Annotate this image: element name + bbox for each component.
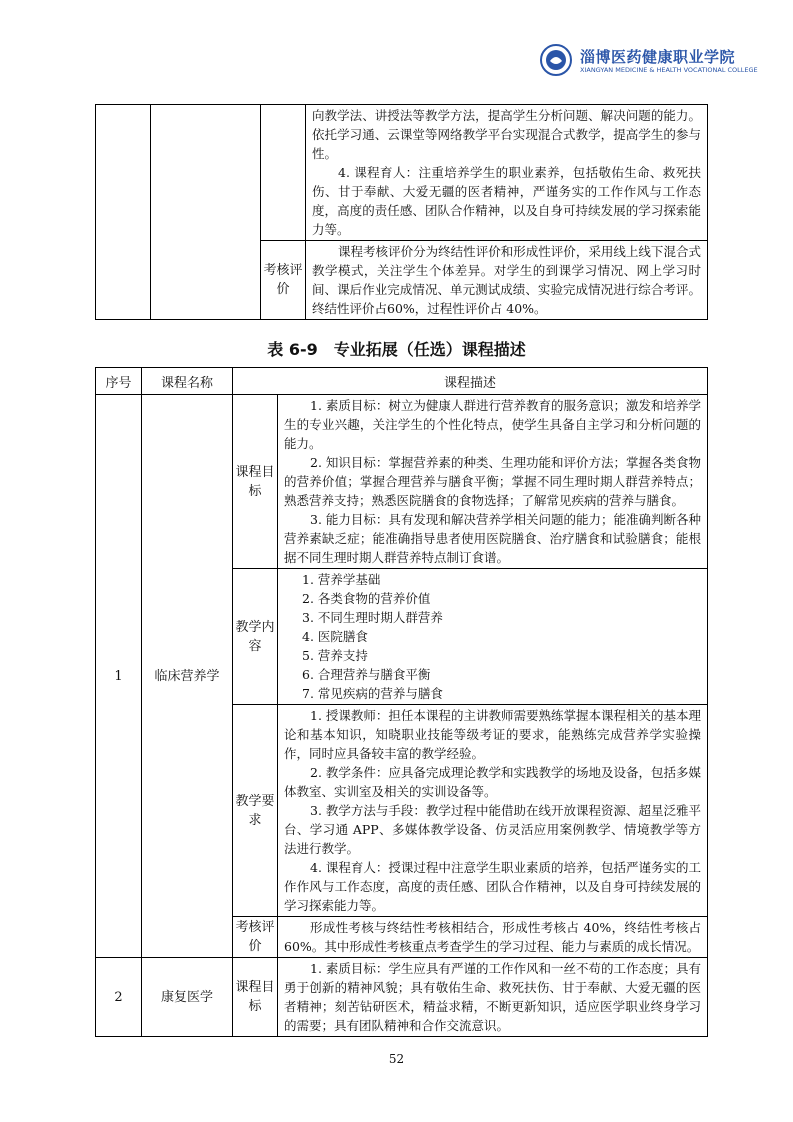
requirement-paragraph: 2. 教学条件：应具备完成理论教学和实践教学的场地及设备，包括多媒体教室、实训室及相关的实训设备等。 [284, 765, 702, 799]
college-name-en: XIANGYAN MEDICINE & HEALTH VOCATIONAL COLLEGE [580, 66, 758, 74]
course-name: 康复医学 [142, 958, 233, 1037]
content-item: 6. 合理营养与膳食平衡 [302, 667, 431, 682]
goal-paragraph: 2. 知识目标：掌握营养素的种类、生理功能和评价方法；掌握各类食物的营养价值；掌握合理营养与膳食平衡；掌握不同生理时期人群营养特点；熟悉营养支持；熟悉医院膳食的食物选择；了解常见疾病的营养与膳食。 [284, 455, 702, 508]
content-item: 7. 常见疾病的营养与膳食 [302, 686, 443, 701]
assessment-paragraph: 形成性考核与终结性考核相结合，形成性考核占 40%，终结性考核占 60%。其中形成性考核重点考查学生的学习过程、能力与素质的成长情况。 [284, 920, 702, 954]
college-logo [540, 44, 760, 84]
continued-course-table [95, 104, 708, 320]
requirements-cell [278, 705, 708, 917]
content-item: 1. 营养学基础 [302, 572, 381, 587]
requirements-label: 教学要求 [233, 705, 278, 917]
assessment-cell [278, 917, 708, 958]
table-row [96, 395, 708, 569]
goals-label: 课程目标 [233, 958, 278, 1037]
assessment-label: 考核评价 [261, 241, 306, 320]
table-row [96, 958, 708, 1037]
content-item: 4. 医院膳食 [302, 629, 368, 644]
course-description-table [95, 367, 708, 1037]
assessment-cell [306, 241, 708, 320]
empty-label-cell [261, 105, 306, 241]
content-cell [278, 569, 708, 705]
empty-seq-cell [96, 105, 151, 320]
college-name: 淄博医药健康职业学院 [580, 48, 736, 66]
table-row [96, 105, 708, 241]
course-seq: 2 [96, 958, 142, 1037]
course-name: 临床营养学 [142, 395, 233, 958]
page-number: 52 [388, 1052, 405, 1066]
goals-label: 课程目标 [233, 395, 278, 569]
assessment-label: 考核评价 [233, 917, 278, 958]
table-caption: 表 6-9 专业拓展（任选）课程描述 [267, 340, 526, 359]
assessment-paragraph: 课程考核评价分为终结性评价和形成性评价，采用线上线下混合式教学模式，关注学生个体差异。对学生的到课学习情况、网上学习时间、课后作业完成情况、单元测试成绩、实验完成情况进行综合考评。终结性评价占60%，过程性评价占 40%。 [312, 244, 701, 316]
requirements-cont-cell [306, 105, 708, 241]
requirement-paragraph: 4. 课程育人：授课过程中注意学生职业素质的培养，包括严谨务实的工作作风与工作态度，高度的责任感、团队合作精神，以及自身可持续发展的学习探索能力等。 [284, 860, 702, 913]
content-item: 5. 营养支持 [302, 648, 368, 663]
goal-paragraph: 3. 能力目标：具有发现和解决营养学相关问题的能力；能准确判断各种营养素缺乏症；能准确指导患者使用医院膳食、治疗膳食和试验膳食；能根据不同生理时期人群营养特点制订食谱。 [284, 512, 702, 565]
requirement-paragraph: 1. 授课教师：担任本课程的主讲教师需要熟练掌握本课程相关的基本理论和基本知识，知晓职业技能等级考证的要求，能熟练完成营养学实验操作，同时应具备较丰富的教学经验。 [284, 708, 702, 761]
course-seq: 1 [96, 395, 142, 958]
empty-name-cell [151, 105, 261, 320]
requirements-cont-paragraph: 向教学法、讲授法等教学方法，提高学生分析问题、解决问题的能力。依托学习通、云课堂等网络教学平台实现混合式教学，提高学生的参与性。 [312, 108, 701, 161]
column-header-desc: 课程描述 [233, 368, 708, 395]
content-item: 2. 各类食物的营养价值 [302, 591, 431, 606]
goal-paragraph: 1. 素质目标：树立为健康人群进行营养教育的服务意识；激发和培养学生的专业兴趣，关注学生的个性化特点，使学生具备自主学习和分析问题的能力。 [284, 398, 702, 451]
requirements-cont-paragraph: 4. 课程育人：注重培养学生的职业素养，包括敬佑生命、救死扶伤、甘于奉献、大爱无疆的医者精神，严谨务实的工作作风与工作态度，高度的责任感、团队合作精神，以及自身可持续发展的学习探索能力等。 [312, 165, 701, 237]
goals-cell [278, 395, 708, 569]
goals-cell [278, 958, 708, 1037]
goal-paragraph: 1. 素质目标：学生应具有严谨的工作作风和一丝不苟的工作态度；具有勇于创新的精神风貌；具有敬佑生命、救死扶伤、甘于奉献、大爱无疆的医者精神；刻苦钻研医术，精益求精，不断更新知识，适应医学职业终身学习的需要；具有团队精神和合作交流意识。 [284, 961, 702, 1033]
content-item: 3. 不同生理时期人群营养 [302, 610, 443, 625]
content-label: 教学内容 [233, 569, 278, 705]
college-seal-icon [540, 44, 572, 76]
requirement-paragraph: 3. 教学方法与手段：教学过程中能借助在线开放课程资源、超星泛雅平台、学习通 APP、多媒体教学设备、仿灵活应用案例教学、情境教学等方法进行教学。 [284, 803, 702, 856]
table-header-row [96, 368, 708, 395]
column-header-seq: 序号 [96, 368, 142, 395]
column-header-name: 课程名称 [142, 368, 233, 395]
